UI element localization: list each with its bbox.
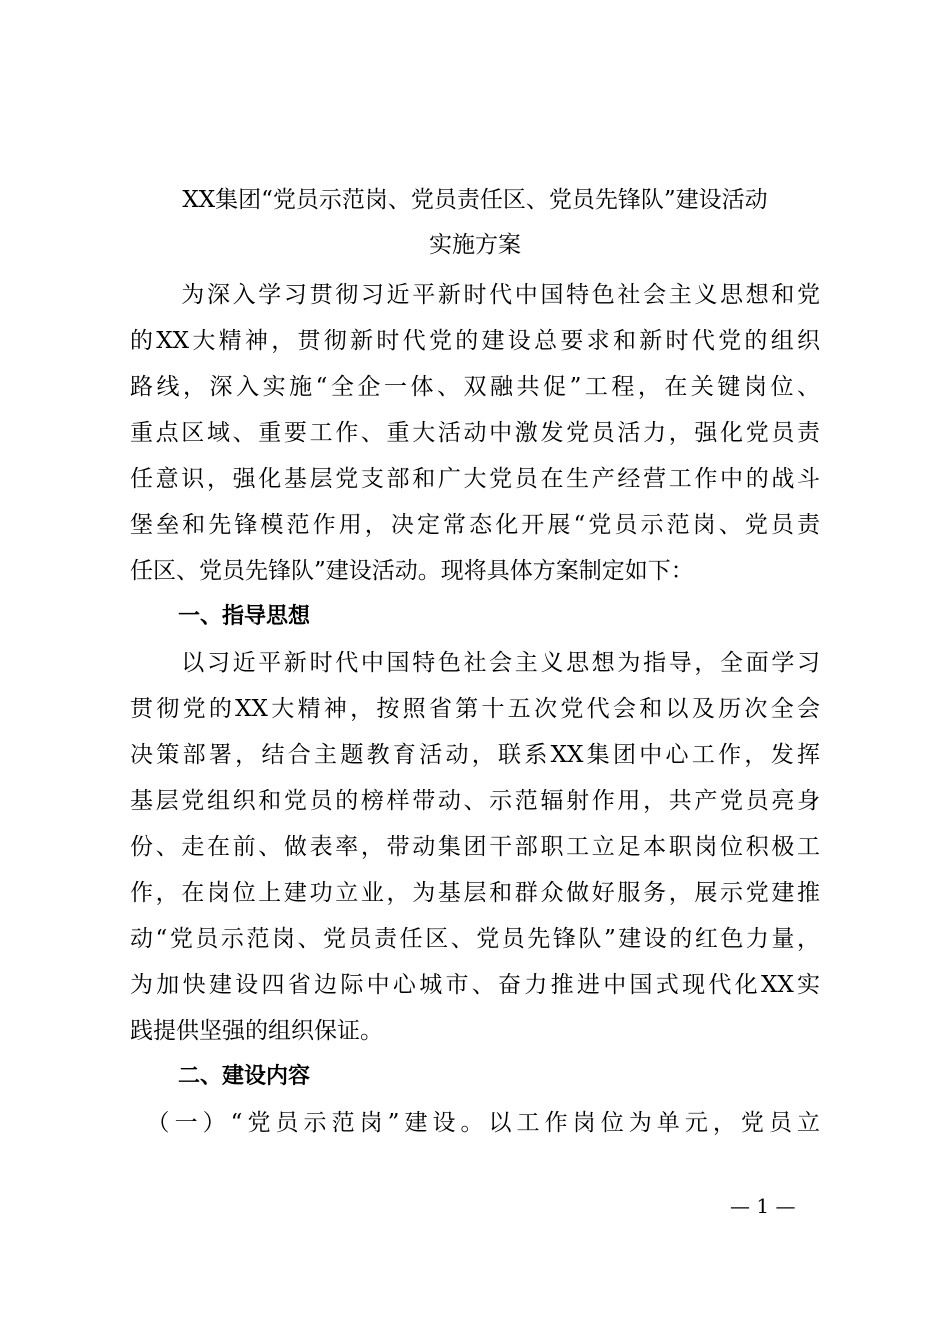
section1-line-6: 作，在岗位上建功立业，为基层和群众做好服务，展示党建推 — [130, 880, 820, 906]
section1-line-8: 为加快建设四省边际中心城市、奋力推进中国式现代化XX实 — [130, 972, 820, 998]
section1-line-4: 基层党组织和党员的榜样带动、示范辐射作用，共产党员亮身 — [130, 788, 820, 814]
document-title-line-2: 实施方案 — [429, 232, 521, 258]
section1-line-1: 以习近平新时代中国特色社会主义思想为指导，全面学习 — [130, 650, 820, 676]
section1-line-3: 决策部署，结合主题教育活动，联系XX集团中心工作，发挥 — [130, 742, 820, 768]
section1-line-7: 动“党员示范岗、党员责任区、党员先锋队”建设的红色力量， — [130, 926, 820, 952]
intro-line-2: 的XX大精神，贯彻新时代党的建设总要求和新时代党的组织 — [130, 328, 820, 354]
intro-line-5: 任意识，强化基层党支部和广大党员在生产经营工作中的战斗 — [130, 466, 820, 492]
section1-line-5: 份、走在前、做表率，带动集团干部职工立足本职岗位积极工 — [130, 834, 820, 860]
section-heading-construction-content: 二、建设内容 — [178, 1064, 311, 1089]
page-number: — 1 — — [730, 1194, 796, 1218]
intro-line-4: 重点区域、重要工作、重大活动中激发党员活力，强化党员责 — [130, 420, 820, 446]
intro-line-3: 路线，深入实施“全企一体、双融共促”工程，在关键岗位、 — [130, 374, 820, 400]
document-title-line-1: XX集团“党员示范岗、党员责任区、党员先锋队”建设活动 — [182, 187, 768, 213]
section2-line-1: （一）“党员示范岗”建设。以工作岗位为单元，党员立 — [130, 1110, 820, 1136]
intro-line-7: 任区、党员先锋队”建设活动。现将具体方案制定如下： — [130, 558, 694, 584]
section1-line-2: 贯彻党的XX大精神，按照省第十五次党代会和以及历次全会 — [130, 696, 820, 722]
section-heading-guiding-ideology: 一、指导思想 — [178, 604, 311, 629]
intro-line-1: 为深入学习贯彻习近平新时代中国特色社会主义思想和党 — [130, 282, 820, 308]
intro-line-6: 堡垒和先锋模范作用，决定常态化开展“党员示范岗、党员责 — [130, 512, 820, 538]
section1-line-9: 践提供坚强的组织保证。 — [130, 1018, 383, 1044]
